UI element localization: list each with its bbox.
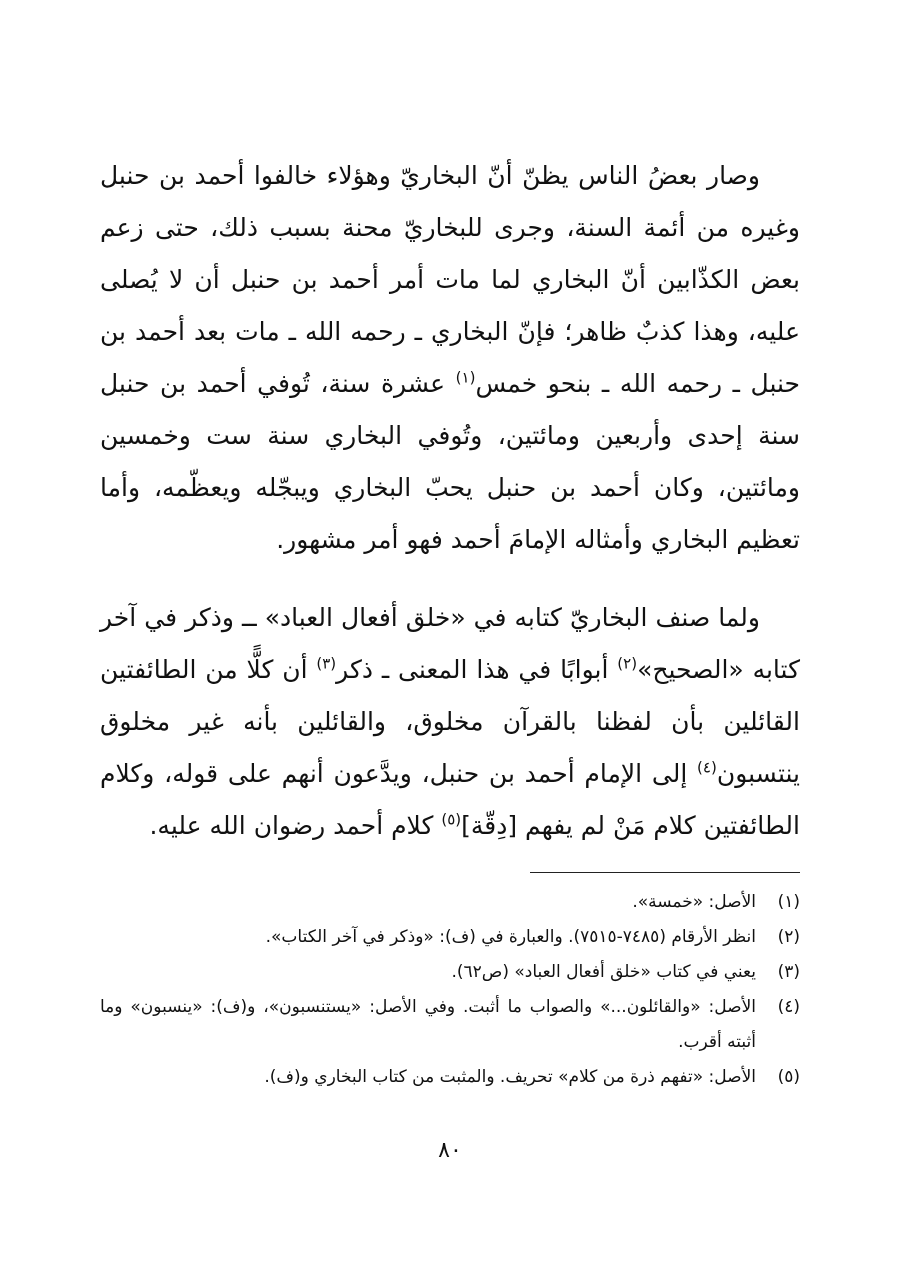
- footnote-number: (٥): [777, 1067, 800, 1087]
- footnote-ref-2: (٢): [617, 654, 638, 673]
- footnote-5: [100, 1060, 800, 1095]
- footnote-text: انظر الأرقام (٧٤٨٥-٧٥١٥). والعبارة في (ف): «وذكر في آخر الكتاب».: [265, 927, 756, 947]
- footnote-separator: [530, 872, 800, 873]
- paragraph-2-text-e: كلام أحمد رضوان الله عليه.: [149, 811, 442, 840]
- footnote-3: [100, 955, 800, 990]
- footnote-ref-3: (٣): [316, 654, 337, 673]
- paragraph-2-text-b: أبوابًا في هذا المعنى ـ ذكر: [336, 655, 618, 684]
- main-text: [100, 150, 800, 852]
- footnote-number: (٢): [777, 927, 800, 947]
- footnote-number: (١): [777, 892, 800, 912]
- footnote-text: الأصل: «والقائلون...» والصواب ما أثبت. وفي الأصل: «يستنسبون»، و(ف): «ينسبون» وما أثبته أقرب.: [100, 997, 756, 1052]
- paragraph-1: [100, 150, 800, 566]
- page-number: ٨٠: [438, 1138, 462, 1163]
- paragraph-2-text-c: أن كلًّا من الطائفتين القائلين بأن لفظنا بالقرآن مخلوق، والقائلين بأنه غير مخلوق ينتسبون: [100, 655, 800, 788]
- footnote-ref-4: (٤): [697, 758, 717, 777]
- footnotes: [100, 885, 800, 1095]
- footnote-2: [100, 920, 800, 955]
- footnote-4: [100, 990, 800, 1060]
- footnote-ref-5: (٥): [441, 810, 462, 829]
- footnote-text: الأصل: «خمسة».: [632, 892, 756, 912]
- paragraph-1-text-a: وصار بعضُ الناس يظنّ أنّ البخاريّ وهؤلاء خالفوا أحمد بن حنبل وغيره من أئمة السنة، وجرى للبخاريّ محنة بسبب ذلك، حتى زعم بعض الكذّابين أنّ البخاري لما مات أمر أحمد بن حنبل أن لا يُصلى عليه، وهذا كذبٌ ظاهر؛ فإنّ البخاري ـ رحمه الله ـ مات بعد أحمد بن حنبل ـ رحمه الله ـ بنحو خمس: [100, 161, 800, 398]
- paragraph-1-text-b: عشرة سنة، تُوفي أحمد بن حنبل سنة إحدى وأربعين ومائتين، وتُوفي البخاري سنة ست وخمسين ومائتين، وكان أحمد بن حنبل يحبّ البخاري ويبجّله ويعظّمه، وأما تعظيم البخاري وأمثاله الإمامَ أحمد فهو أمر مشهور.: [100, 369, 800, 554]
- paragraph-2-text-a: ولما صنف البخاريّ كتابه في «خلق أفعال العباد» ــ وذكر في آخر كتابه «الصحيح»: [100, 603, 800, 684]
- footnote-ref-1: (١): [455, 368, 476, 387]
- footnote-text: يعني في كتاب «خلق أفعال العباد» (ص٦٢).: [451, 962, 756, 982]
- footnote-number: (٣): [777, 962, 800, 982]
- paragraph-2-text-d: إلى الإمام أحمد بن حنبل، ويدَّعون أنهم على قوله، وكلام الطائفتين كلام مَنْ لم يفهم [دِقّة]: [100, 759, 800, 840]
- footnote-text: الأصل: «تفهم ذرة من كلام» تحريف. والمثبت من كتاب البخاري و(ف).: [264, 1067, 756, 1087]
- paragraph-2: [100, 592, 800, 852]
- footnote-1: [100, 885, 800, 920]
- footnote-number: (٤): [777, 997, 800, 1017]
